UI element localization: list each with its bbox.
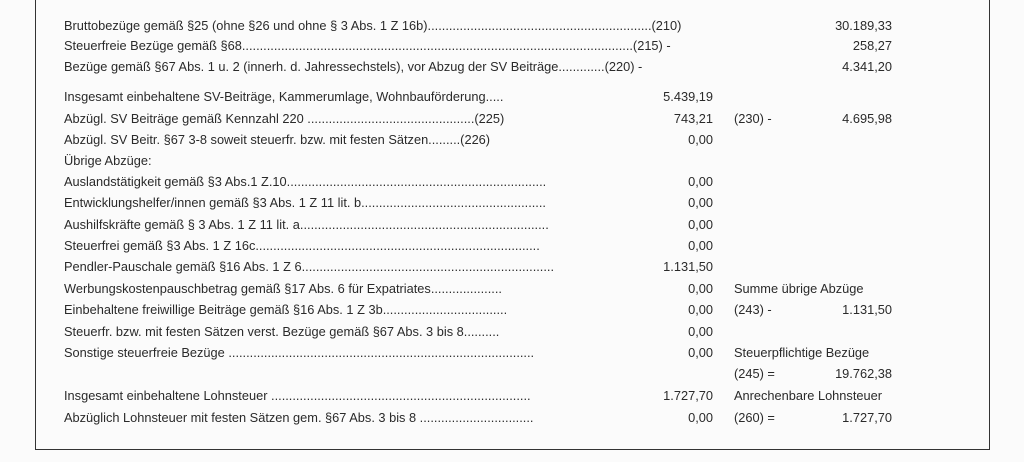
row-code: (243) - [734, 302, 772, 317]
row-amount: 1.131,50 [663, 259, 713, 274]
statement-row [0, 387, 1024, 405]
frame-bottom-border [35, 449, 990, 450]
statement-row [0, 323, 1024, 341]
row-total: 1.131,50 [842, 302, 892, 317]
row-amount: 0,00 [688, 281, 713, 296]
row-label: Aushilfskräfte gemäß § 3 Abs. 1 Z 11 lit. a...................................................................... [64, 217, 549, 232]
row-label: Auslandstätigkeit gemäß §3 Abs.1 Z.10......................................................................... [64, 174, 547, 189]
statement-row [0, 301, 1024, 319]
row-amount: 0,00 [688, 345, 713, 360]
statement-row [0, 88, 1024, 106]
row-label: Steuerfrei gemäß §3 Abs. 1 Z 16c................................................................................ [64, 238, 540, 253]
row-label: Steuerfreie Bezüge gemäß §68..............................................................................................................(215) - [64, 38, 671, 53]
statement-row [0, 17, 1024, 35]
row-amount: 0,00 [688, 174, 713, 189]
row-label: Bezüge gemäß §67 Abs. 1 u. 2 (innerh. d. Jahressechstels), vor Abzug der SV Beiträge.............(220) - [64, 59, 643, 74]
statement-row [0, 131, 1024, 149]
statement-row [0, 237, 1024, 255]
row-code: (230) - [734, 111, 772, 126]
row-amount: 0,00 [688, 238, 713, 253]
statement-row [0, 258, 1024, 276]
row-label: Steuerfr. bzw. mit festen Sätzen verst. Bezüge gemäß §67 Abs. 3 bis 8.......... [64, 324, 500, 339]
row-code: (260) = [734, 410, 775, 425]
row-amount: 0,00 [688, 195, 713, 210]
statement-row [0, 344, 1024, 362]
row-amount: 0,00 [688, 410, 713, 425]
row-label: Abzügl. SV Beiträge gemäß Kennzahl 220 ...............................................(225) [64, 111, 505, 126]
row-amount: 5.439,19 [663, 89, 713, 104]
row-amount: 1.727,70 [663, 388, 713, 403]
row-total: 4.341,20 [842, 59, 892, 74]
row-label: Entwicklungshelfer/innen gemäß §3 Abs. 1 Z 11 lit. b.................................................... [64, 195, 546, 210]
row-amount: 0,00 [688, 132, 713, 147]
statement-row [0, 173, 1024, 191]
row-amount: 743,21 [673, 111, 713, 126]
row-total: 19.762,38 [835, 366, 892, 381]
statement-row [0, 110, 1024, 128]
row-label: Übrige Abzüge: [64, 153, 152, 168]
row-amount: 0,00 [688, 302, 713, 317]
row-label: Werbungskostenpauschbetrag gemäß §17 Abs. 6 für Expatriates.................... [64, 281, 502, 296]
row-code: Steuerpflichtige Bezüge [734, 345, 870, 360]
row-code: Anrechenbare Lohnsteuer [734, 388, 882, 403]
row-label: Sonstige steuerfreie Bezüge ...................................................................................... [64, 345, 535, 360]
row-code: Summe übrige Abzüge [734, 281, 864, 296]
statement-row [0, 194, 1024, 212]
row-amount: 0,00 [688, 324, 713, 339]
row-label: Insgesamt einbehaltene SV-Beiträge, Kammerumlage, Wohnbauförderung..... [64, 89, 504, 104]
row-label: Pendler-Pauschale gemäß §16 Abs. 1 Z 6....................................................................... [64, 259, 555, 274]
row-total: 258,27 [852, 38, 892, 53]
statement-row [0, 37, 1024, 55]
row-total: 4.695,98 [842, 111, 892, 126]
statement-row [0, 216, 1024, 234]
statement-row [0, 365, 1024, 383]
row-label: Einbehaltene freiwillige Beiträge gemäß §16 Abs. 1 Z 3b................................... [64, 302, 508, 317]
statement-row [0, 280, 1024, 298]
row-label: Bruttobezüge gemäß §25 (ohne §26 und ohne § 3 Abs. 1 Z 16b)...............................................................(210) [64, 18, 682, 33]
row-label: Abzügl. SV Beitr. §67 3-8 soweit steuerfr. bzw. mit festen Sätzen.........(226) [64, 132, 491, 147]
row-amount: 0,00 [688, 217, 713, 232]
statement-row [0, 58, 1024, 76]
row-total: 1.727,70 [842, 410, 892, 425]
statement-row [0, 409, 1024, 427]
statement-row [0, 152, 1024, 170]
row-code: (245) = [734, 366, 775, 381]
row-label: Insgesamt einbehaltene Lohnsteuer ......................................................................... [64, 388, 531, 403]
row-total: 30.189,33 [835, 18, 892, 33]
row-label: Abzüglich Lohnsteuer mit festen Sätzen gem. §67 Abs. 3 bis 8 ................................ [64, 410, 534, 425]
